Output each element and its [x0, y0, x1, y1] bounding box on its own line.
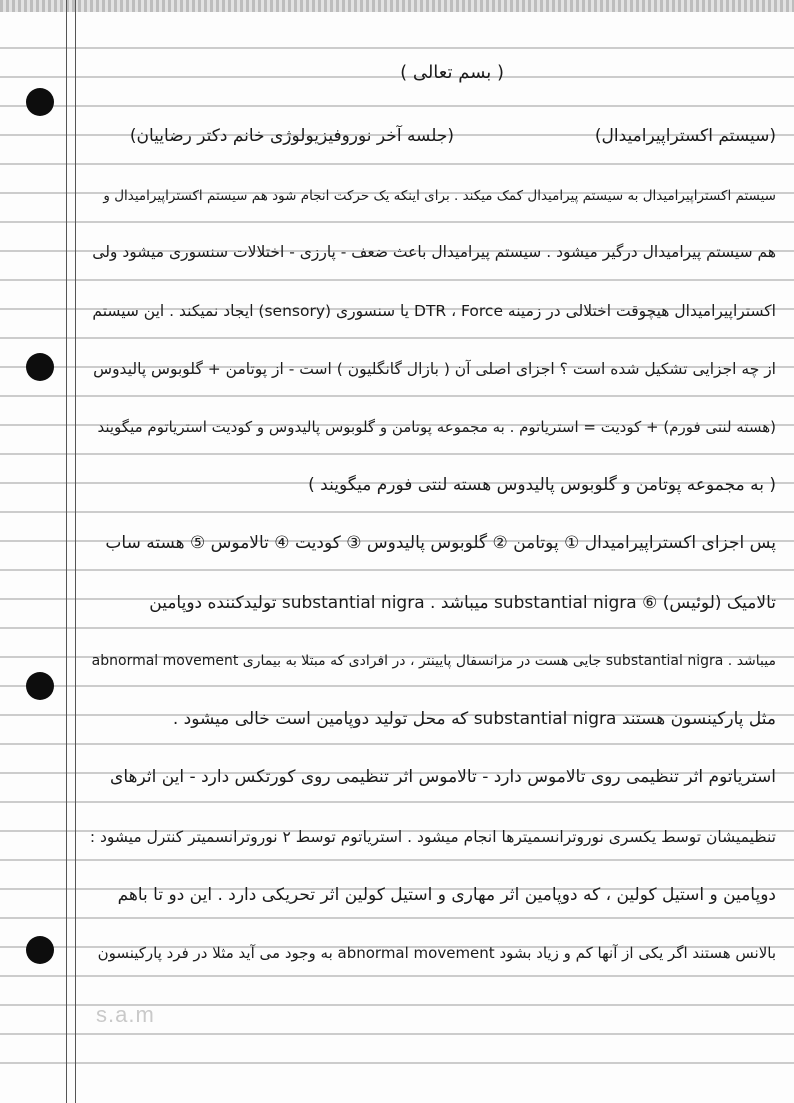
topic-header: (سیستم اکستراپیرامیدال) [594, 126, 776, 146]
punch-hole-1 [26, 88, 54, 116]
text-line-6: ( به مجموعه پوتامن و گلوبوس پالیدوس هسته لنتی فورم میگویند ) [308, 475, 776, 495]
text-line-1: سیستم اکستراپیرامیدال به سیستم پیرامیدال کمک میکند . برای اینکه یک حرکت انجام شود هم سیستم اکستراپیرامیدال و [103, 188, 776, 204]
text-line-3: اکستراپیرامیدال هیچوقت اختلالی در زمینه DTR ، Force یا سنسوری (sensory) ایجاد نمیکند . این سیستم [92, 302, 776, 320]
margin-line-left [66, 0, 67, 1103]
text-line-10: مثل پارکینسون هستند substantial nigra که محل تولید دوپامین است خالی میشود . [172, 709, 776, 729]
punch-hole-4 [26, 936, 54, 964]
text-line-5: (هسته لنتی فورم) + کودیت = استریاتوم . به مجموعه پوتامن و گلوبوس پالیدوس و کودیت استریاتوم میگویند [97, 418, 776, 436]
text-line-7: پس اجزای اکستراپیرامیدال ① پوتامن ② گلوبوس پالیدوس ③ کودیت ④ تالاموس ⑤ هسته ساب [105, 533, 776, 553]
watermark: s.a.m [96, 1002, 155, 1027]
text-line-4: از چه اجزایی تشکیل شده است ؟ اجزای اصلی آن ( بازال گانگلیون ) است - از پوتامن + گلوبوس پالیدوس [93, 360, 776, 378]
page-title: ( بسم تعالی ) [400, 62, 504, 83]
text-line-12: تنظیمیشان توسط یکسری نوروترانسمیترها انجام میشود . استریاتوم توسط ۲ نوروترانسمیتر کنترل میشود : [89, 828, 776, 846]
text-line-13: دوپامین و استیل کولین ، که دوپامین اثر مهاری و استیل کولین اثر تحریکی دارد . این دو تا باهم [117, 885, 776, 905]
margin-line-right [75, 0, 76, 1103]
punch-hole-2 [26, 353, 54, 381]
lecture-header: (جلسه آخر نوروفیزیولوژی خانم دکتر رضاییان) [129, 126, 454, 146]
text-line-8: تالامیک (لوئیس) ⑥ substantial nigra میباشد . substantial nigra تولیدکننده دوپامین [149, 593, 776, 613]
punch-hole-3 [26, 672, 54, 700]
text-line-14: بالانس هستند اگر یکی از آنها کم و زیاد بشود abnormal movement به وجود می آید مثلا در فرد پارکینسون [97, 944, 776, 962]
text-line-2: هم سیستم پیرامیدال درگیر میشود . سیستم پیرامیدال باعث ضعف - پارزی - اختلالات سنسوری میشود ولی [92, 243, 776, 261]
text-line-9: میباشد . substantial nigra جایی هست در مزانسفال پایینتر ، در افرادی که مبتلا به بیماری abnormal movement [91, 653, 776, 669]
text-line-11: استریاتوم اثر تنظیمی روی تالاموس دارد - تالاموس اثر تنظیمی روی کورتکس دارد - این اثرهای [110, 767, 776, 787]
